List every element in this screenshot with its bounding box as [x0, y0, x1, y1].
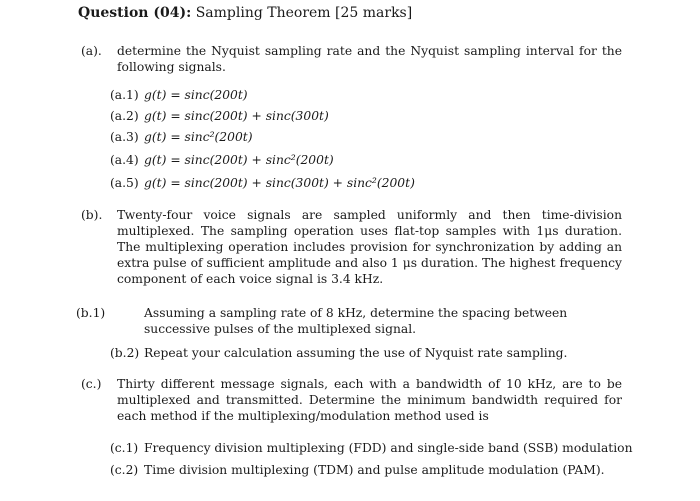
item-a1-expr: g(t) = sinc(200t) [144, 88, 248, 102]
item-c2 [110, 462, 605, 478]
part-b-text: Twenty-four voice signals are sampled uniformly and then time-division multiplexed. The sampling operation uses flat-top samples with 1μs duration. The multiplexing operation includes provision for synchronization by adding an extra pulse of sufficient amplitude and also 1 μs duration. The highest frequency component of each voice signal is 3.4 kHz. [117, 208, 622, 286]
part-b-marker: (b). [81, 208, 103, 222]
item-b1 [76, 305, 622, 337]
question-topic: Sampling Theorem [25 marks] [195, 5, 413, 21]
part-c-prompt [81, 376, 622, 424]
part-c-text: Thirty different message signals, each with a bandwidth of 10 kHz, are to be multiplexed and transmitted. Determine the minimum bandwidth required for each method if the multiplexing/modulation method used is [117, 377, 622, 423]
part-b-prompt [81, 207, 622, 287]
item-a4-expr: g(t) = sinc(200t) + sinc²(200t) [144, 153, 334, 167]
item-a4-num: (a.4) [110, 153, 139, 167]
item-a1-num: (a.1) [110, 88, 139, 102]
item-a3-num: (a.3) [110, 130, 139, 144]
item-c2-text: Time division multiplexing (TDM) and pulse amplitude modulation (PAM). [144, 463, 605, 477]
item-a2 [110, 108, 329, 124]
item-a5 [110, 175, 415, 191]
item-a1 [110, 87, 248, 103]
item-a4 [110, 152, 334, 168]
item-a5-num: (a.5) [110, 176, 139, 190]
item-a2-expr: g(t) = sinc(200t) + sinc(300t) [144, 109, 329, 123]
part-c-marker: (c.) [81, 377, 102, 391]
item-b1-num: (b.1) [76, 306, 106, 320]
item-b1-text: Assuming a sampling rate of 8 kHz, determine the spacing between successive pulses of the multiplexed signal. [144, 306, 568, 336]
item-a3-expr: g(t) = sinc²(200t) [144, 130, 253, 144]
item-c2-num: (c.2) [110, 463, 139, 477]
question-label: Question (04): [78, 5, 192, 21]
item-c1-text: Frequency division multiplexing (FDD) and single-side band (SSB) modulation [144, 441, 633, 455]
item-b2-text: Repeat your calculation assuming the use of Nyquist rate sampling. [144, 346, 568, 360]
part-a-prompt [81, 43, 622, 75]
item-b2-num: (b.2) [110, 346, 140, 360]
item-a5-expr: g(t) = sinc(200t) + sinc(300t) + sinc²(200t) [144, 176, 415, 190]
item-c1-num: (c.1) [110, 441, 139, 455]
item-a3 [110, 129, 253, 145]
item-a2-num: (a.2) [110, 109, 139, 123]
question-title [78, 5, 412, 21]
part-a-text: determine the Nyquist sampling rate and the Nyquist sampling interval for the following signals. [117, 44, 622, 74]
item-b2 [110, 345, 567, 361]
item-c1 [110, 440, 633, 456]
part-a-marker: (a). [81, 44, 102, 58]
